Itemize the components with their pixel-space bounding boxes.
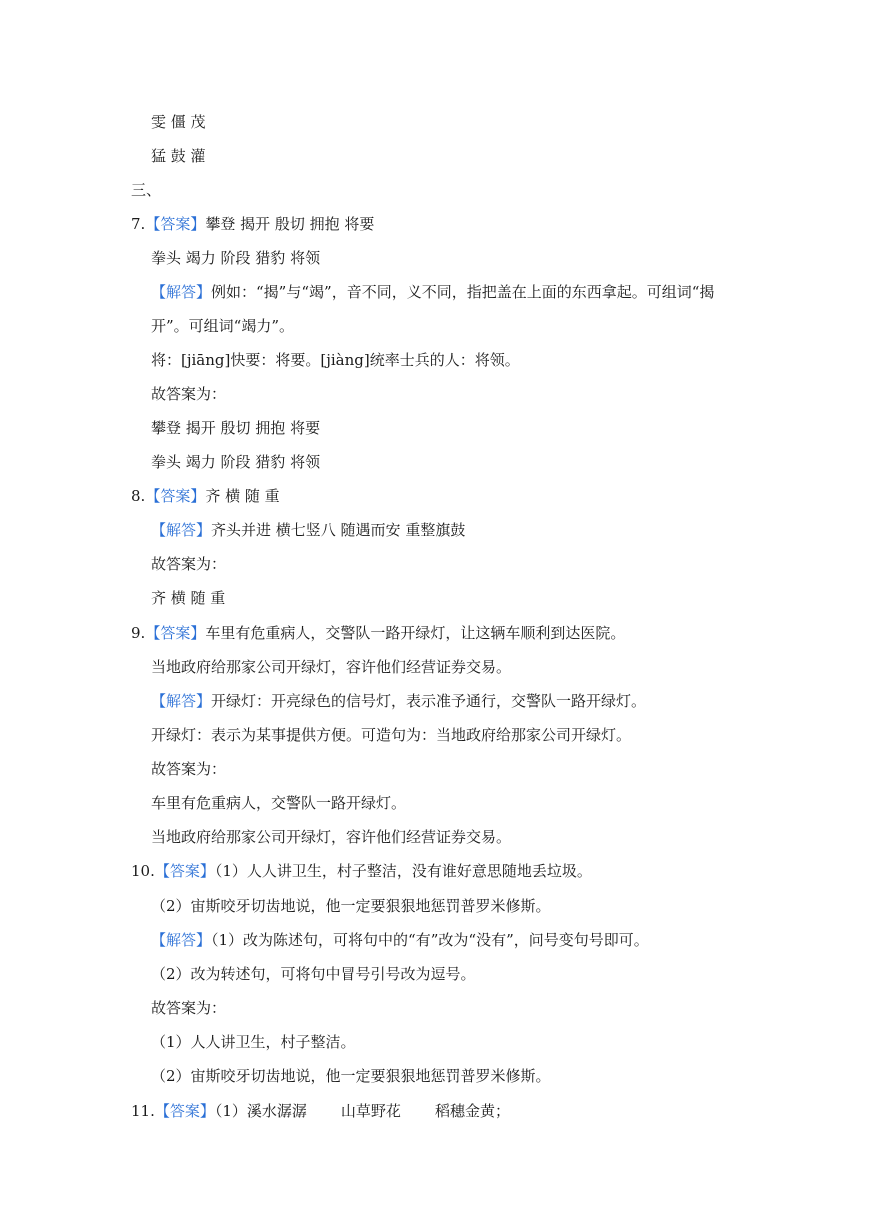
- explanation-tag: 【解答】: [151, 521, 212, 539]
- explanation-tag: 【解答】: [151, 283, 212, 301]
- line: 当地政府给那家公司开绿灯，容许他们经营证券交易。: [151, 658, 512, 676]
- line: 雯 僵 茂: [151, 113, 206, 131]
- answer-tag: 【答案】: [145, 215, 206, 233]
- line: 猛 鼓 灌: [151, 147, 206, 165]
- answer-tag: 【答案】: [154, 1102, 215, 1120]
- answer-line: 11.【答案】（1）溪水潺潺 山草野花 稻穗金黄；: [131, 1102, 510, 1120]
- line: （2）宙斯咬牙切齿地说，他一定要狠狠地惩罚普罗米修斯。: [151, 897, 551, 915]
- line: （2）改为转述句，可将句中冒号引号改为逗号。: [151, 965, 476, 983]
- explanation-tag: 【解答】: [151, 692, 212, 710]
- explanation-line: 【解答】例如：“揭”与“竭”，音不同，义不同，指把盖在上面的东西拿起。可组词“揭: [151, 283, 715, 301]
- answer-line: 9.【答案】车里有危重病人，交警队一路开绿灯，让这辆车顺利到达医院。: [131, 624, 626, 642]
- line: （1）人人讲卫生，村子整洁。: [151, 1033, 356, 1051]
- line: 开绿灯：表示为某事提供方便。可造句为：当地政府给那家公司开绿灯。: [151, 726, 632, 744]
- line: 故答案为：: [151, 555, 227, 573]
- section-heading: 三、: [131, 181, 162, 199]
- answer-tag: 【答案】: [154, 862, 215, 880]
- line: 拳头 竭力 阶段 猎豹 将领: [151, 249, 321, 267]
- line: 将：[jiāng]快要：将要。[jiàng]统率士兵的人：将领。: [151, 351, 520, 369]
- line: 攀登 揭开 殷切 拥抱 将要: [151, 419, 321, 437]
- explanation-line: 【解答】开绿灯：开亮绿色的信号灯，表示准予通行，交警队一路开绿灯。: [151, 692, 647, 710]
- answer-tag: 【答案】: [145, 624, 206, 642]
- answer-tag: 【答案】: [145, 487, 206, 505]
- line: 当地政府给那家公司开绿灯，容许他们经营证券交易。: [151, 828, 512, 846]
- explanation-line: 【解答】齐头并进 横七竖八 随遇而安 重整旗鼓: [151, 521, 466, 539]
- line: 车里有危重病人，交警队一路开绿灯。: [151, 794, 407, 812]
- explanation-line: 【解答】（1）改为陈述句，可将句中的“有”改为“没有”，问号变句号即可。: [151, 931, 649, 949]
- line: 故答案为：: [151, 385, 227, 403]
- line: （2）宙斯咬牙切齿地说，他一定要狠狠地惩罚普罗米修斯。: [151, 1067, 551, 1085]
- line: 故答案为：: [151, 760, 227, 778]
- line: 拳头 竭力 阶段 猎豹 将领: [151, 453, 321, 471]
- line: 故答案为：: [151, 999, 227, 1017]
- explanation-tag: 【解答】: [151, 931, 212, 949]
- line: 齐 横 随 重: [151, 589, 226, 607]
- answer-line: 10.【答案】（1）人人讲卫生，村子整洁，没有谁好意思随地丢垃圾。: [131, 862, 592, 880]
- answer-line: 8.【答案】齐 横 随 重: [131, 487, 280, 505]
- answer-line: 7.【答案】攀登 揭开 殷切 拥抱 将要: [131, 215, 375, 233]
- line: 开”。可组词“竭力”。: [151, 317, 295, 335]
